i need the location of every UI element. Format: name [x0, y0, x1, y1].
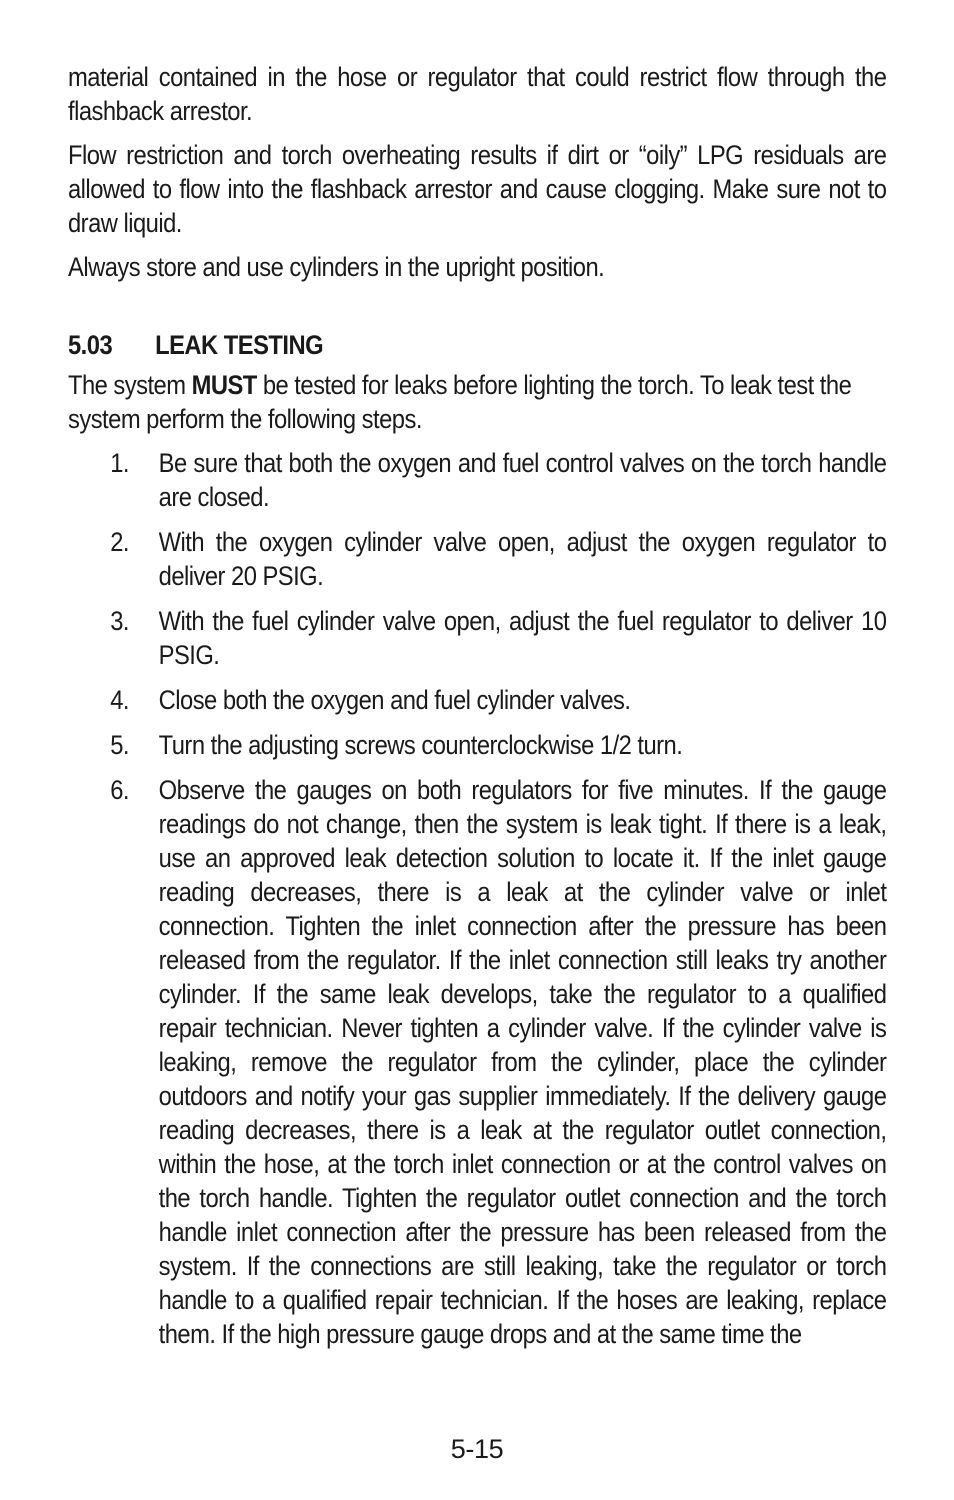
paragraph-cylinder-storage: Always store and use cylinders in the upright position.	[68, 252, 605, 282]
step-text: Close both the oxygen and fuel cylinder valves.	[158, 685, 631, 715]
intro-text-after: be tested for leaks before lighting the torch. To leak test the system perform the following steps.	[68, 370, 852, 434]
step-number: 4.	[110, 685, 130, 715]
section-heading	[68, 328, 886, 362]
page-number: 5-15	[450, 1434, 504, 1464]
list-item	[68, 728, 886, 762]
step-text: With the oxygen cylinder valve open, adjust the oxygen regulator to deliver 20 PSIG.	[158, 527, 887, 591]
step-number: 5.	[110, 730, 130, 760]
step-text: With the fuel cylinder valve open, adjust the fuel regulator to deliver 10 PSIG.	[158, 606, 887, 670]
step-text: Be sure that both the oxygen and fuel control valves on the torch handle are closed.	[158, 448, 887, 512]
paragraph-flashback-material: material contained in the hose or regulator that could restrict flow through the flashback arrestor.	[68, 62, 887, 126]
list-item	[68, 683, 886, 717]
step-text: Observe the gauges on both regulators for five minutes. If the gauge readings do not change, then the system is leak tight. If there is a leak, use an approved leak detection solution to locate it. If the inlet gauge reading decreases, there is a leak at the cylinder valve or inlet connection. Tighten the inlet connection after the pressure has been released from the regulator. If the inlet connection still leaks try another cylinder. If the same leak develops, take the regulator to a qualified repair technician. Never tighten a cylinder valve. If the cylinder valve is leaking, remove the regulator from the cylinder, place the cylinder outdoors and notify your gas supplier immediately. If the delivery gauge reading decreases, there is a leak at the regulator outlet connection, within the hose, at the torch inlet connection or at the control valves on the torch handle. Tighten the regulator outlet connection and the torch handle inlet connection after the pressure has been released from the system. If the connections are still leaking, take the regulator or torch handle to a qualified repair technician. If the hoses are leaking, replace them. If the high pressure gauge drops and at the same time the	[158, 775, 887, 1349]
step-number: 6.	[110, 775, 130, 805]
step-number: 3.	[110, 606, 130, 636]
list-item	[68, 604, 886, 672]
intro-emphasis: MUST	[191, 370, 257, 400]
section-intro	[68, 368, 886, 436]
step-number: 2.	[110, 527, 130, 557]
section-number: 5.03	[68, 330, 113, 360]
leak-test-steps	[68, 446, 886, 1351]
list-item	[68, 525, 886, 593]
list-item	[68, 446, 886, 514]
intro-text-before: The system	[68, 370, 192, 400]
section-title: LEAK TESTING	[155, 330, 324, 360]
step-text: Turn the adjusting screws counterclockwise 1/2 turn.	[158, 730, 683, 760]
list-item	[68, 773, 886, 1351]
step-number: 1.	[110, 448, 130, 478]
paragraph-flow-restriction: Flow restriction and torch overheating results if dirt or “oily” LPG residuals are allowed to flow into the flashback arrestor and cause clogging. Make sure not to draw liquid.	[68, 140, 887, 238]
document-page	[68, 60, 886, 1362]
